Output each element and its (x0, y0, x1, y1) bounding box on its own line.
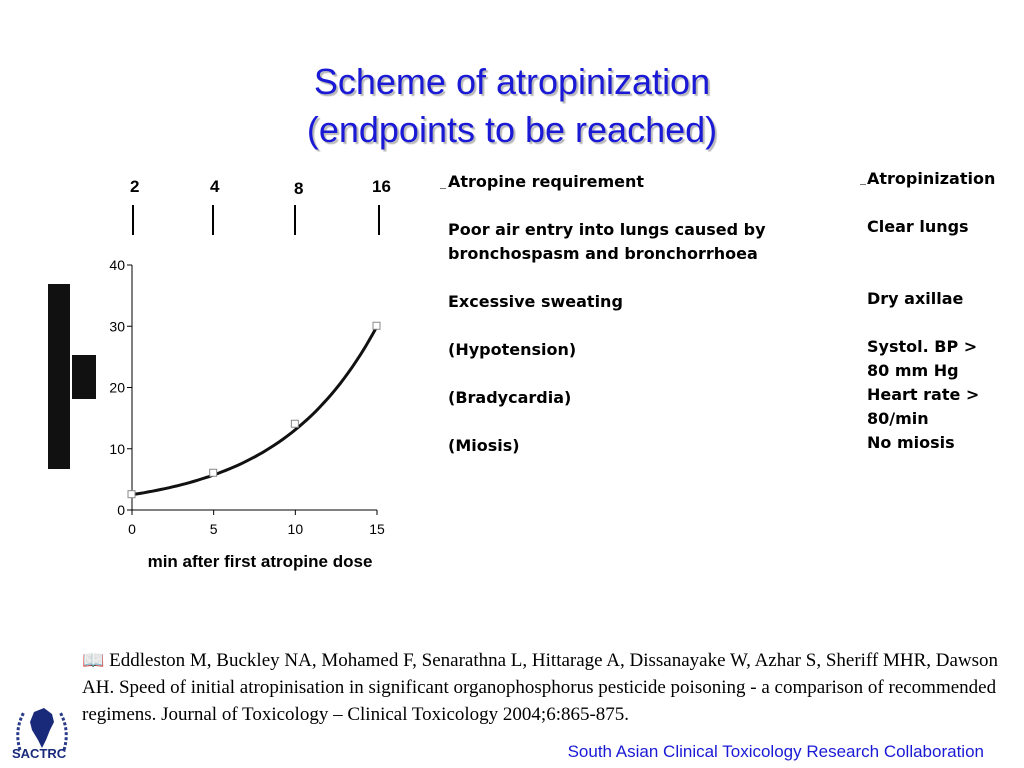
x-axis-label: min after first atropine dose (147, 552, 373, 571)
endpoint-line: No miosis (867, 433, 955, 452)
symptom-line: (Hypotension) (448, 340, 577, 359)
dose-label-2: 4 (210, 177, 220, 196)
y-tick-label: 40 (109, 257, 125, 273)
y-tick-label: 30 (109, 318, 125, 335)
dose-label-1: 2 (130, 177, 140, 196)
slide-title-line2: (endpoints to be reached) (306, 109, 718, 150)
endpoint-line: Dry axillae (867, 289, 964, 308)
endpoint-line: Systol. BP > (867, 337, 978, 356)
logo-text: SACTRC (12, 746, 67, 761)
y-tick-label: 10 (109, 440, 125, 457)
x-tick-label: 5 (209, 521, 218, 537)
dose-label-3: 8 (294, 179, 304, 198)
endpoint-line: 80 mm Hg (867, 361, 959, 380)
endpoint-line: Atropinization (867, 169, 996, 188)
endpoint-line: Clear lungs (867, 217, 969, 236)
dose-label-4: 16 (372, 177, 391, 196)
symptom-line: bronchospasm and bronchorrhoea (448, 244, 758, 263)
symptom-line: Excessive sweating (448, 292, 623, 311)
y-tick-label: 20 (109, 379, 125, 396)
footer-organization: South Asian Clinical Toxicology Research Collaboration (567, 742, 984, 761)
book-icon: 📖 (82, 650, 105, 670)
x-tick-label: 10 (287, 521, 304, 537)
symptom-line: Poor air entry into lungs caused by (448, 220, 766, 239)
reference-text: Eddleston M, Buckley NA, Mohamed F, Senarathna L, Hittarage A, Dissanayake W, Azhar S, Sheriff MHR, Dawson AH. Speed of initial atropinisation in significant organophosphorus pesticide poisoning - a comparison of recommended regimens. Journal of Toxicology – Clinical Toxicology 2004;6:865-875. (82, 650, 999, 725)
reference-citation (82, 647, 1002, 728)
data-point (210, 469, 217, 476)
symptom-line: (Bradycardia) (448, 388, 572, 407)
endpoint-line: Heart rate > (867, 385, 980, 404)
x-tick-label: 0 (128, 521, 136, 537)
series-line (132, 326, 377, 494)
endpoint-line: 80/min (867, 409, 929, 428)
data-point (373, 322, 380, 329)
x-tick-label: 15 (369, 521, 385, 537)
symptom-line: (Miosis) (448, 436, 520, 455)
symptom-line: Atropine requirement (448, 172, 645, 191)
slide-title-line1: Scheme of atropinization (313, 61, 711, 102)
y-tick-label: 0 (117, 502, 125, 518)
data-point (128, 491, 135, 498)
data-point (291, 420, 298, 427)
